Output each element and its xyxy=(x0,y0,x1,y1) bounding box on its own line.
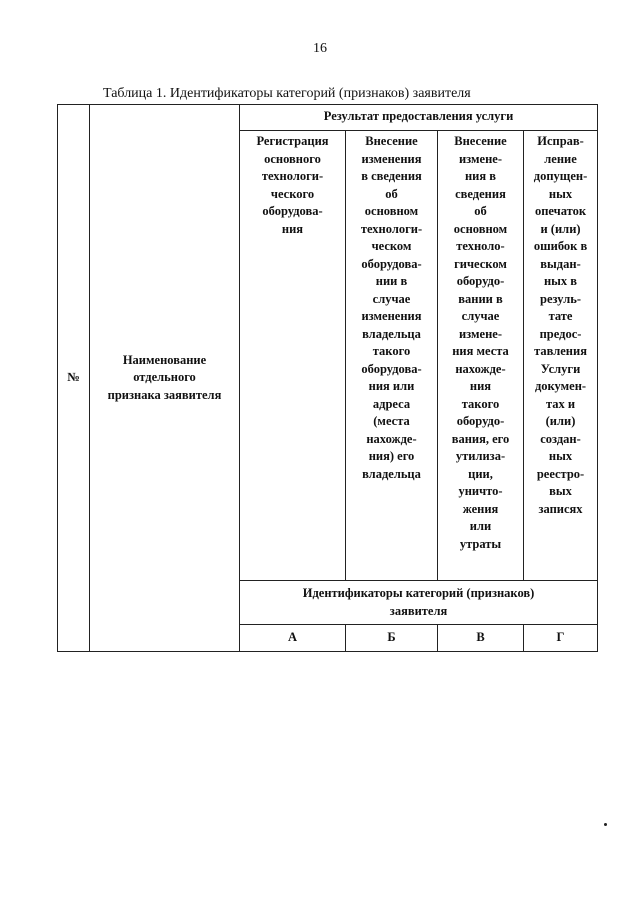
category-letter-text: Б xyxy=(387,630,396,645)
identifiers-header xyxy=(240,581,598,625)
service-result-correction xyxy=(524,131,598,581)
column-header-feature-name-text: Наименование отдельного признака заявителя xyxy=(107,352,222,402)
column-header-feature-name xyxy=(90,105,240,652)
category-letter-b xyxy=(346,625,438,652)
result-header xyxy=(240,105,598,131)
identifiers-header-text: Идентификаторы категорий (признаков) заявителя xyxy=(302,586,535,618)
service-result-registration xyxy=(240,131,346,581)
category-letter-a xyxy=(240,625,346,652)
category-letter-g xyxy=(524,625,598,652)
service-result-owner-change xyxy=(346,131,438,581)
service-result-location-change xyxy=(438,131,524,581)
column-header-number-text: № xyxy=(67,370,80,385)
service-result-text: Регистрация основного технологи- ческого оборудова- ния xyxy=(256,134,329,236)
category-letter-text: В xyxy=(476,630,485,645)
service-result-text: Внесение изменения в сведения об основном технологи- ческом оборудова- нии в случае изменения владельца такого оборудова- ния или адреса (места нахожде- ния) его владельца xyxy=(360,134,423,481)
table-caption: Таблица 1. Идентификаторы категорий (признаков) заявителя xyxy=(103,86,471,101)
service-result-text: Внесение измене- ния в сведения об основном техноло- гическом оборудо- вании в случае измене- ния места нахожде- ния такого оборудо- вания, его утилиза- ции, уничто- жения или утраты xyxy=(451,134,510,551)
applicant-identifiers-table xyxy=(57,104,598,652)
page-number: 16 xyxy=(313,41,327,56)
category-letter-v xyxy=(438,625,524,652)
column-header-number xyxy=(58,105,90,652)
result-header-text: Результат предоставления услуги xyxy=(323,109,514,123)
category-letter-text: А xyxy=(287,630,298,645)
category-letter-text: Г xyxy=(556,630,565,645)
scan-dot-mark xyxy=(604,823,607,826)
service-result-text: Исправ- ление допущен- ных опечаток и (или) ошибок в выдан- ных в резуль- тате предос- тавления Услуги докумен- тах и (или) создан- ных реестро- вых записях xyxy=(533,134,588,516)
